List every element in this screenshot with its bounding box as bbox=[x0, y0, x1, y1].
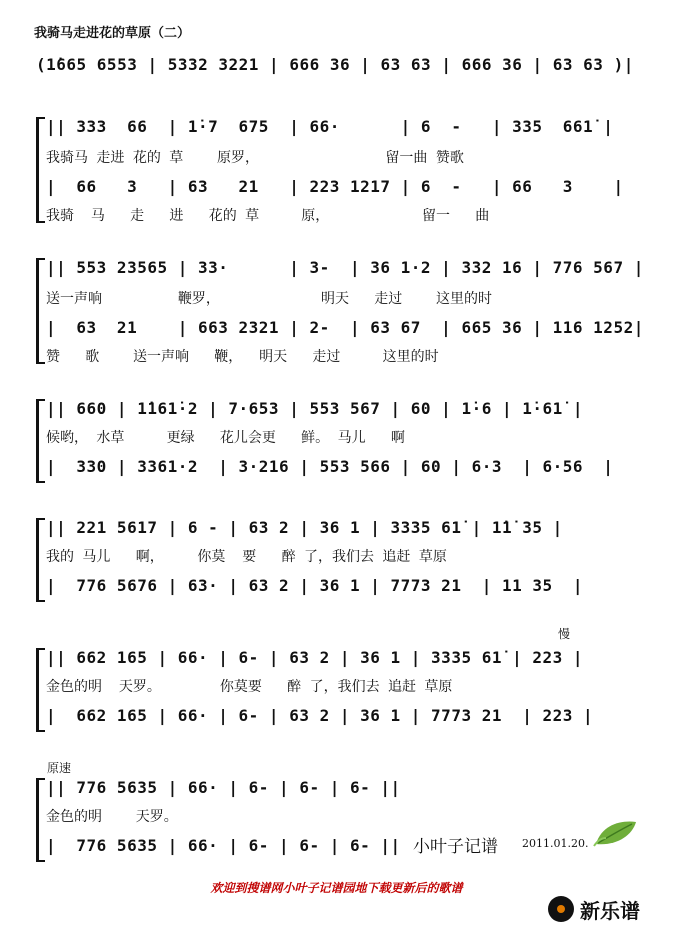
logo-text: 新乐谱 bbox=[580, 898, 640, 923]
upper-lyrics: 我骑马 走进 花的 草 原罗， 留一曲 赞歌 bbox=[46, 150, 464, 166]
upper-staff: || 221 5617 | 6 - | 63 2 | 36 1 | 3335 61̇ | 1̇1̇ 35 | bbox=[46, 518, 563, 537]
lower-lyrics: 我骑 马 走 进 花的 草 原， 留一 曲 bbox=[46, 208, 490, 224]
system-brace bbox=[36, 518, 45, 602]
song-title: 我骑马走进花的草原（二） bbox=[34, 26, 191, 41]
lower-staff: | 776 5676 | 63· | 63 2 | 36 1 | 7773 21 | 11 35 | bbox=[46, 576, 584, 595]
tempo-marking: 慢 bbox=[558, 627, 571, 641]
system-brace bbox=[36, 258, 45, 364]
upper-lyrics: 金色的明 天罗。 你莫要 醉 了，我们去 追赶 草原 bbox=[46, 679, 453, 695]
system-brace bbox=[36, 117, 45, 223]
score-system bbox=[36, 648, 636, 738]
leaf-icon bbox=[592, 818, 638, 848]
upper-staff: || 776 5635 | 66· | 6- | 6- | 6- || bbox=[46, 778, 401, 797]
score-system bbox=[36, 258, 644, 370]
transcriber-signature: 小叶子记谱 bbox=[413, 837, 498, 857]
lower-staff: | 66 3 | 63 21 | 223 1217 | 6 - | 66 3 | bbox=[46, 177, 624, 196]
upper-lyrics: 候哟， 水草 更绿 花儿会更 鲜。 马儿 啊 bbox=[46, 430, 405, 446]
score-system bbox=[36, 117, 636, 229]
footer-notice: 欢迎到搜谱网小叶子记谱园地下载更新后的歌谱 bbox=[210, 881, 463, 895]
upper-lyrics: 金色的明 天罗。 bbox=[46, 809, 178, 825]
upper-staff: || 333 66 | 1̇·7 675 | 66· | 6 - | 335 661̇ | bbox=[46, 117, 614, 136]
lower-staff: | 776 5635 | 66· | 6- | 6- | 6- || bbox=[46, 836, 401, 855]
system-brace bbox=[36, 778, 45, 862]
record-disc-icon bbox=[548, 896, 574, 922]
upper-staff: || 660 | 1̇161̇·2 | 7·653 | 553 567 | 60 | 1̇·6 | 1̇·61̇ | bbox=[46, 399, 584, 418]
score-system bbox=[36, 399, 636, 489]
transcription-date: 2011.01.20. bbox=[522, 837, 589, 850]
system-brace bbox=[36, 648, 45, 732]
lower-staff: | 63 21 | 663 2321 | 2- | 63 67 | 665 36 | 116 1252| bbox=[46, 318, 644, 337]
tempo-marking: 原速 bbox=[47, 761, 72, 775]
lower-staff: | 662 165 | 66· | 6- | 63 2 | 36 1 | 7773 21 | 223 | bbox=[46, 706, 594, 725]
upper-lyrics: 送一声响 鞭罗， 明天 走过 这里的时 bbox=[46, 291, 493, 307]
site-logo bbox=[548, 895, 640, 923]
upper-staff: || 553 23565 | 33· | 3- | 36 1·2 | 332 16 | 776 567 | bbox=[46, 258, 644, 277]
lower-staff: | 330 | 3361·2 | 3·216 | 553 566 | 60 | 6·3 | 6·56 | bbox=[46, 457, 614, 476]
lower-lyrics: 赞 歌 送一声响 鞭， 明天 走过 这里的时 bbox=[46, 349, 439, 365]
score-system bbox=[36, 518, 636, 608]
system-brace bbox=[36, 399, 45, 483]
intro-line: (1̇665 6553 | 5332 3221 | 666 36 | 63 63 | 666 36 | 63 63 )| bbox=[36, 55, 634, 74]
score-system bbox=[36, 778, 636, 868]
upper-staff: || 662 165 | 66· | 6- | 63 2 | 36 1 | 3335 61̇ | 223 | bbox=[46, 648, 584, 667]
upper-lyrics: 我的 马儿 啊， 你莫 要 醉 了，我们去 追赶 草原 bbox=[46, 549, 447, 565]
